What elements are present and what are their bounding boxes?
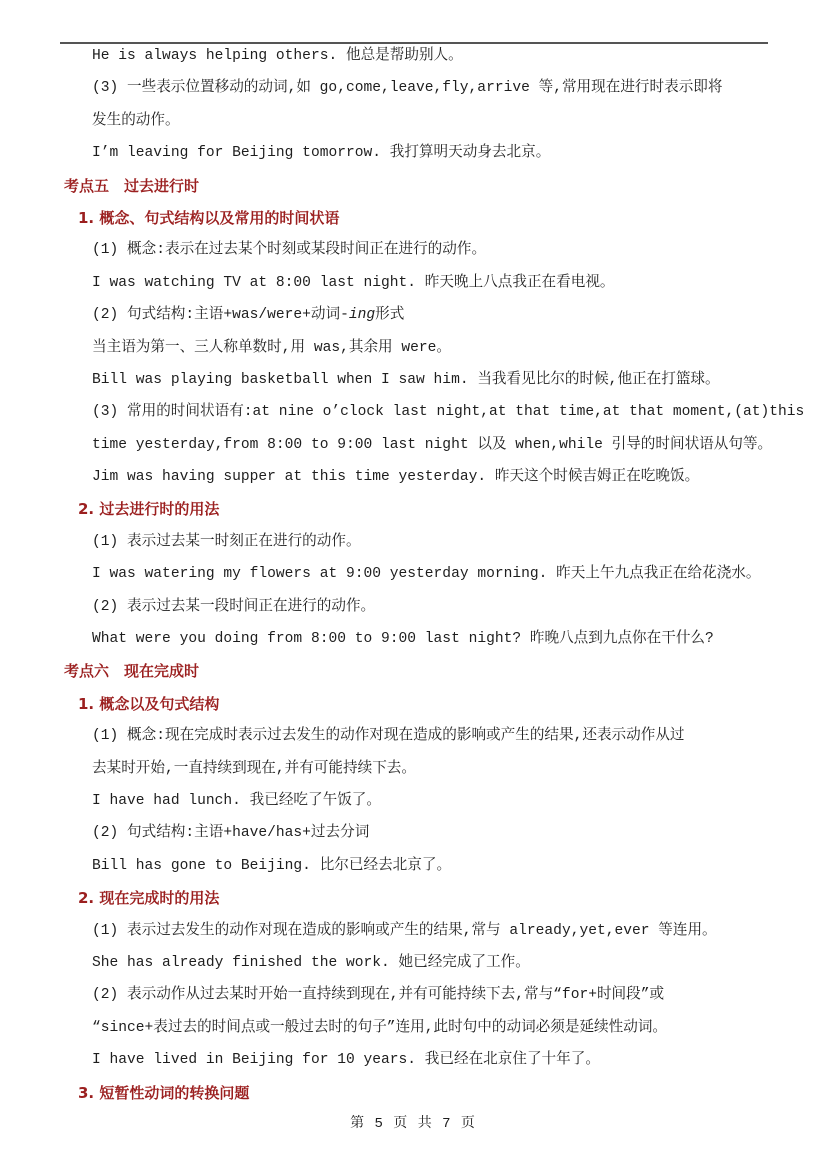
- subsection-heading: 3. 短暂性动词的转换问题: [78, 1083, 250, 1102]
- rule-text: 去某时开始,一直持续到现在,并有可能持续下去。: [92, 760, 416, 777]
- rule-text: (3) 一些表示位置移动的动词,如 go,come,leave,fly,arrive 等,常用现在进行时表示即将: [92, 80, 723, 97]
- rule-text-part: 形式: [375, 307, 405, 324]
- example-sentence: Bill has gone to Beijing. 比尔已经去北京了。: [92, 857, 452, 874]
- example-sentence: I was watching TV at 8:00 last night. 昨天晚上八点我正在看电视。: [92, 274, 615, 291]
- example-sentence: I have lived in Beijing for 10 years. 我已经在北京住了十年了。: [92, 1052, 600, 1069]
- rule-text: (2) 句式结构:主语+have/has+过去分词: [92, 825, 370, 842]
- example-sentence: I’m leaving for Beijing tomorrow. 我打算明天动身去北京。: [92, 145, 551, 162]
- rule-text: time yesterday,from 8:00 to 9:00 last night 以及 when,while 引导的时间状语从句等。: [92, 436, 773, 453]
- rule-text: (1) 表示过去某一时刻正在进行的动作。: [92, 533, 361, 550]
- subsection-heading: 1. 概念、句式结构以及常用的时间状语: [78, 208, 340, 227]
- rule-text-part: (2) 句式结构:主语+was/were+动词-: [92, 307, 349, 324]
- subsection-heading: 1. 概念以及句式结构: [78, 694, 220, 713]
- rule-text: 发生的动作。: [92, 112, 180, 129]
- rule-text: (3) 常用的时间状语有:at nine o’clock last night,at that time,at that moment,(at)this: [92, 404, 805, 421]
- rule-text-italic: ing: [348, 307, 376, 324]
- rule-text: (2) 表示过去某一段时间正在进行的动作。: [92, 598, 376, 615]
- rule-text: (1) 概念:表示在过去某个时刻或某段时间正在进行的动作。: [92, 242, 487, 259]
- rule-text: (1) 表示过去发生的动作对现在造成的影响或产生的结果,常与 already,yet,ever 等连用。: [92, 922, 717, 939]
- rule-text: [0, 299, 826, 331]
- page-number: 第 5 页 共 7 页: [350, 1116, 476, 1132]
- example-sentence: Bill was playing basketball when I saw him. 当我看见比尔的时候,他正在打篮球。: [92, 371, 720, 388]
- example-sentence: She has already finished the work. 她已经完成了工作。: [92, 954, 530, 971]
- document-body: [0, 40, 826, 1109]
- example-sentence: Jim was having supper at this time yesterday. 昨天这个时候吉姆正在吃晚饭。: [92, 469, 700, 486]
- rule-text: 当主语为第一、三人称单数时,用 was,其余用 were。: [92, 339, 452, 356]
- subsection-heading: 2. 现在完成时的用法: [78, 889, 220, 908]
- rule-text: (2) 表示动作从过去某时开始一直持续到现在,并有可能持续下去,常与“for+时间段”或: [92, 987, 665, 1004]
- subsection-heading: 2. 过去进行时的用法: [78, 500, 220, 519]
- example-sentence: I have had lunch. 我已经吃了午饭了。: [92, 792, 381, 809]
- example-sentence: What were you doing from 8:00 to 9:00 last night? 昨晚八点到九点你在干什么?: [92, 631, 714, 648]
- section-heading: 考点五 过去进行时: [64, 176, 200, 195]
- example-sentence: He is always helping others. 他总是帮助别人。: [92, 48, 463, 64]
- section-heading: 考点六 现在完成时: [64, 662, 200, 681]
- rule-text: “since+表过去的时间点或一般过去时的句子”连用,此时句中的动词必须是延续性动词。: [92, 1019, 668, 1036]
- example-sentence: I was watering my flowers at 9:00 yesterday morning. 昨天上午九点我正在给花浇水。: [92, 566, 761, 583]
- rule-text: (1) 概念:现在完成时表示过去发生的动作对现在造成的影响或产生的结果,还表示动作从过: [92, 728, 685, 745]
